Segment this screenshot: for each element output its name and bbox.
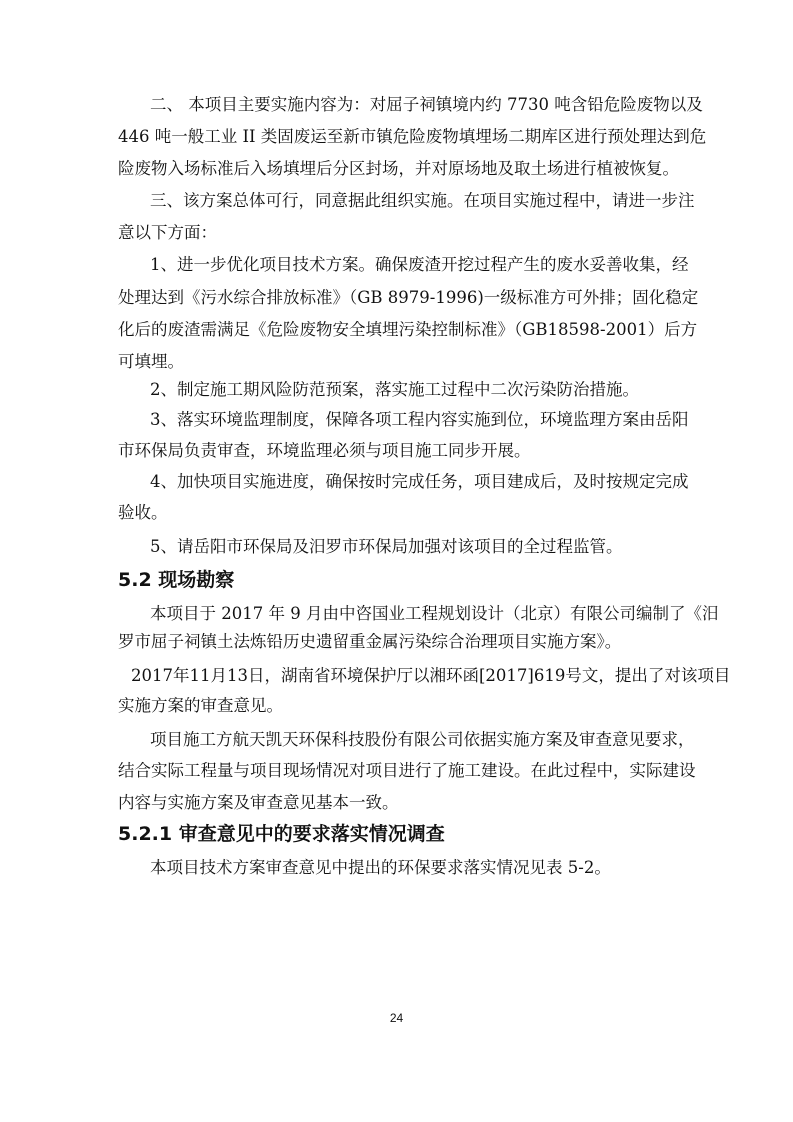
text-line: 化后的废渣需满足《危险废物安全填埋污染控制标准》（GB18598-2001）后方 bbox=[118, 320, 698, 339]
section-heading: 5.2 现场勘察 bbox=[118, 569, 235, 591]
text-line: 市环保局负责审查，环境监理必须与项目施工同步开展。 bbox=[118, 441, 531, 460]
text-line: 结合实际工程量与项目现场情况对项目进行了施工建设。在此过程中，实际建设 bbox=[118, 761, 696, 780]
text-line: 446 吨一般工业 II 类固废运至新市镇危险废物填埋场二期库区进行预处理达到危 bbox=[118, 127, 707, 146]
text-line: 项目施工方航天凯天环保科技股份有限公司依据实施方案及审查意见要求， bbox=[150, 730, 695, 749]
text-line: 内容与实施方案及审查意见基本一致。 bbox=[118, 793, 399, 812]
page-number: 24 bbox=[389, 1011, 404, 1025]
text-line: 处理达到《污水综合排放标准》（GB 8979-1996)一级标准方可外排；固化稳定 bbox=[118, 288, 699, 307]
text-line: 三、该方案总体可行，同意据此组织实施。在项目实施过程中，请进一步注 bbox=[150, 191, 695, 210]
text-line: 本项目技术方案审查意见中提出的环保要求落实情况见表 5-2。 bbox=[150, 858, 611, 877]
text-line: 4、加快项目实施进度，确保按时完成任务，项目建成后，及时按规定完成 bbox=[150, 472, 689, 491]
text-line: 罗市屈子祠镇土法炼铅历史遗留重金属污染综合治理项目实施方案》。 bbox=[118, 632, 622, 651]
text-line: 2、制定施工期风险防范预案，落实施工过程中二次污染防治措施。 bbox=[150, 380, 639, 399]
text-line: 可填埋。 bbox=[118, 352, 184, 371]
text-line: 2017年11月13日，湖南省环境保护厅以湘环函[2017]619号文，提出了对该项目 bbox=[131, 666, 731, 685]
text-line: 1、进一步优化项目技术方案。确保废渣开挖过程产生的废水妥善收集，经 bbox=[150, 255, 689, 274]
text-line: 险废物入场标准后入场填埋后分区封场，并对原场地及取土场进行植被恢复。 bbox=[118, 159, 679, 178]
text-line: 本项目于 2017 年 9 月由中咨国业工程规划设计（北京）有限公司编制了《汨 bbox=[150, 604, 719, 623]
subsection-heading: 5.2.1 审查意见中的要求落实情况调查 bbox=[118, 823, 445, 845]
text-line: 意以下方面： bbox=[118, 223, 217, 242]
text-line: 二、 本项目主要实施内容为：对屈子祠镇境内约 7730 吨含铅危险废物以及 bbox=[150, 95, 703, 114]
text-line: 3、落实环境监理制度，保障各项工程内容实施到位，环境监理方案由岳阳 bbox=[150, 410, 689, 429]
text-line: 实施方案的审查意见。 bbox=[118, 696, 283, 715]
text-line: 验收。 bbox=[118, 503, 168, 522]
text-line: 5、请岳阳市环保局及汨罗市环保局加强对该项目的全过程监管。 bbox=[150, 537, 623, 556]
